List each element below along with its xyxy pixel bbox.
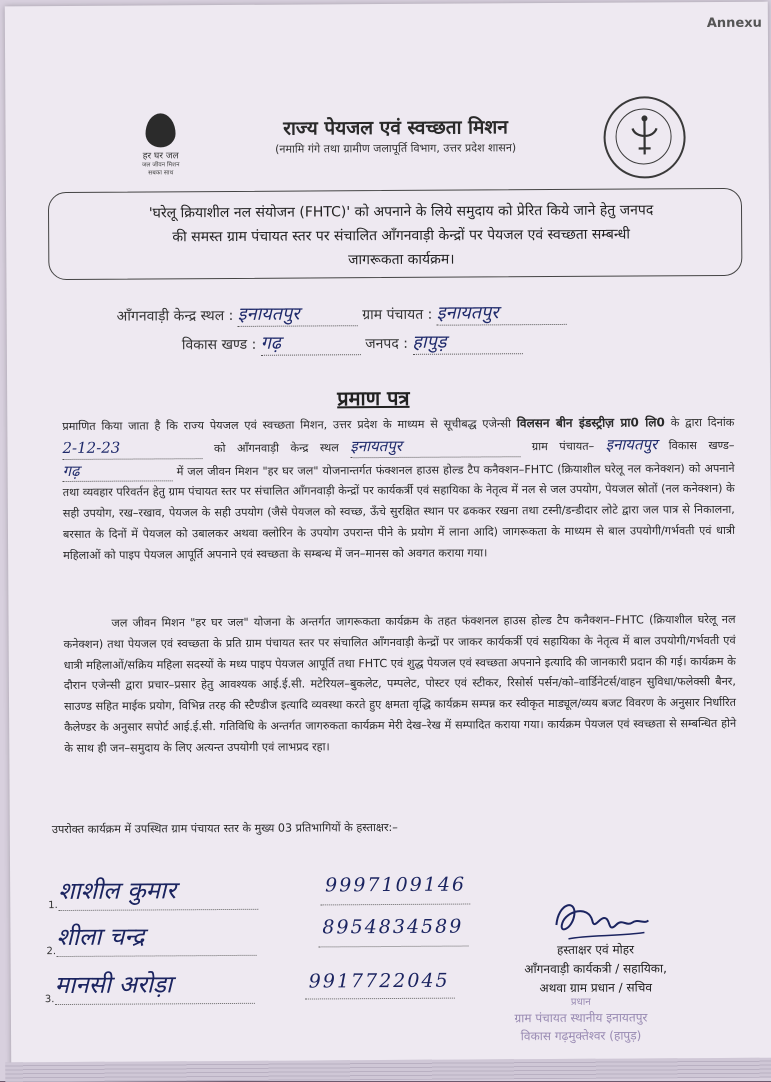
signatory-designation: आँगनवाड़ी कार्यकत्री / सहायिका, xyxy=(524,961,667,977)
para1-text: प्रमाणित किया जाता है कि राज्य पेयजल एवं स्वच्छता मिशन, उत्तर प्रदेश के माध्यम से सूचीबद्ध एजेन्सी xyxy=(62,417,512,433)
certificate-title: प्रमाण पत्र xyxy=(337,385,410,411)
certificate-paragraph-1 xyxy=(62,412,735,567)
participant-number: 3. xyxy=(44,994,55,1006)
participant-phone: 8954834589 xyxy=(322,915,464,939)
panchayat-stamp xyxy=(481,996,681,1045)
participant-number: 1. xyxy=(48,900,58,912)
banner-line: 'घरेलू क्रियाशील नल संयोजन (FHTC)' को अपनाने के लिये समुदाय को प्रेरित किये जाने हेतु जनपद xyxy=(148,202,654,222)
sign-and-seal-label: हस्ताक्षर एवं मोहर xyxy=(556,942,635,957)
para1-text: में जल जीवन मिशन "हर घर जल" योजनान्तर्गत फंक्शनल xyxy=(176,463,413,478)
up-government-emblem xyxy=(603,96,685,178)
water-drop-icon xyxy=(145,113,175,147)
para1-text: के द्वारा दिनांक xyxy=(670,415,735,430)
official-signature-scribble xyxy=(548,894,658,947)
gram-panchayat-label: ग्राम पंचायत : xyxy=(362,306,433,324)
stamp-line: विकास गढ़मुक्तेश्वर (हापुड़) xyxy=(520,1028,642,1044)
certificate-paragraph-2: जल जीवन मिशन "हर घर जल" योजना के अन्तर्गत जागरूकता कार्यक्रम के तहत फंक्शनल हाउस होल्ड टैप कनैक्शन–FHTC (क्रियाशील घरेलू नल कनेक्शन) तथा पेयजल एवं स्वच्छता के प्रति ग्राम पंचायत स्तर पर संचालित आँगनवाड़ी केन्द्रों पर जाकर कार्यकर्त्री एवं सहायिका के नेतृत्व में बाल उपयोगी/गर्भवती एवं धात्री महिलाओं/सक्रिय महिला सदस्यों के मध्य पाइप पेयजल आपूर्ति तथा FHTC एवं शुद्ध पेयजल एवं स्वच्छता अपनाने इत्यादि की जानकारी प्रदान की गई। कार्यक्रम के दौरान एजेन्सी द्वारा प्रचार–प्रसार हेतु आवश्यक आई.ई.सी. मटेरियल–बुकलेट, पम्पलेट, पोस्टर एवं स्टीकर, रिसोर्स पर्सन/को–वार्डिनेटर्स/वाहन सुविधा/फलेक्सी बैनर, साउण्ड सहित माईक प्रयोग, विभिन्न तरह की स्टैण्डीज इत्यादि व्यवस्था करते हुए क्षमता वृद्धि कार्यक्रम सम्पन्न कर स्वीकृत माड्यूल/व्यय बजट विवरण के अनुसार निर्धारित कैलेण्डर के अनुसार सपोर्ट आई.ई.सी. गतिविधि के अन्तर्गत जागरुकता कार्यक्रम मेरी देख–रेख में सम्पादित कराया गया। कार्यक्रम पेयजल एवं स्वच्छता से सम्बन्धित होने के साथ ही जन–समुदाय के लिए अत्यन्त उपयोगी एवं लाभप्रद रहा। xyxy=(63,612,737,755)
annexure-label: Annexu xyxy=(706,15,762,32)
stamp-line: ग्राम पंचायत स्थानीय इनायतपुर xyxy=(514,1010,648,1026)
agency-name: विलसन बीन इंडस्ट्रीज़ प्रा0 लि0 xyxy=(516,415,665,431)
signature-line xyxy=(58,909,258,911)
program-banner-text xyxy=(86,198,716,274)
centre-value: इनायतपुर xyxy=(237,303,300,325)
para1-text: विकास खण्ड– xyxy=(668,438,735,453)
signature-line xyxy=(57,955,257,957)
gram-panchayat-value: इनायतपुर xyxy=(436,302,499,324)
signature-line xyxy=(55,1003,255,1005)
village-name: इनायतपुर xyxy=(350,435,520,458)
para1-text: ग्राम xyxy=(531,439,548,453)
logo-subline-2: सबका साथ xyxy=(148,169,174,177)
participant-phone: 9997109146 xyxy=(325,873,467,897)
panchayat-name: इनायतपुर xyxy=(605,435,658,454)
mission-subtitle: (नमामि गंगे तथा ग्रामीण जलापूर्ति विभाग, उत्तर प्रदेश शासन) xyxy=(275,141,517,156)
logo-tagline: हर घर जल xyxy=(142,151,179,162)
banner-line: जागरूकता कार्यक्रम। xyxy=(348,251,455,269)
para1-text: पंचायत– xyxy=(559,439,595,453)
participant-signature: शाशील कुमार xyxy=(58,876,177,906)
logo-subline: जल जीवन मिशन xyxy=(141,161,180,169)
signature-block xyxy=(490,940,700,998)
participant-signature: शीला चन्द्र xyxy=(56,922,145,952)
phone-line xyxy=(319,946,469,948)
district-value: हापुड़ xyxy=(412,331,447,353)
har-ghar-jal-logo xyxy=(125,113,195,177)
signatory-designation-alt: अथवा ग्राम प्रधान / सचिव xyxy=(539,980,653,996)
block-name: गढ़ xyxy=(63,460,173,482)
stamp-title: प्रधान xyxy=(570,996,591,1008)
participant-phone: 9917722045 xyxy=(308,969,450,993)
block-value: गढ़ xyxy=(260,332,282,354)
document-page xyxy=(5,2,771,1069)
district-label: जनपद : xyxy=(365,335,408,353)
mission-title: राज्य पेयजल एवं स्वच्छता मिशन xyxy=(283,116,508,140)
program-date: 2-12-23 xyxy=(62,437,202,460)
phone-line xyxy=(320,904,470,906)
centre-field-row xyxy=(117,300,567,328)
participants-intro: उपरोक्त कार्यक्रम में उपस्थित ग्राम पंचायत स्तर के मुख्य 03 प्रतिभागियों के हस्ताक्षर:– xyxy=(51,820,398,837)
block-label: विकास खण्ड : xyxy=(181,336,257,354)
para1-text: हाउस होल्ड टैप कनैक्शन–FHTC (क्रियाशील घरेलू नल कनेक्शन) को अपनाने तथा व्यवहार परिवर्तन हेतु ग्राम पंचायत स्तर पर संचालित आँगनवाड़ी केन्द्रों पर कार्यकर्त्री एवं सहायिका के नेतृत्व में नल से जल उपयोग, पेयजल स्रोतों (नल कनेक्शन) के सही उपयोग, रख–रखाव, पेयजल के सही उपयोग (जैसे पेयजल को स्वच्छ, ऊँचे सुरक्षित स्थान पर ढककर रखना तथा टस्नी/डन्डीदार लोटे द्वारा जल पात्र से निकालना, बरसात के दिनों में पेयजल को उबालकर अथवा क्लोरिन के उपयोग उपरान्त पीने के प्रयोग में लाना आदि) जागरूकता के माध्यम से बाल उपयोगी/गर्भवती एवं धात्री महिलाओं को पाइप पेयजल आपूर्ति अपनाने एवं स्वच्छता के सम्बन्ध में जन–मानस को अवगत कराया गया। xyxy=(62,461,736,562)
block-field-row xyxy=(182,329,523,356)
phone-line xyxy=(305,998,455,1000)
emblem-icon xyxy=(605,98,683,176)
centre-label: आँगनवाड़ी केन्द्र स्थल : xyxy=(116,307,234,325)
para1-text: को आँगनवाड़ी केन्द्र स्थल xyxy=(213,441,339,455)
participant-signature: मानसी अरोड़ा xyxy=(54,970,173,1000)
participant-number: 2. xyxy=(46,946,57,958)
banner-line: की समस्त ग्राम पंचायत स्तर पर संचालित आँगनवाड़ी केन्द्रों पर पेयजल एवं स्वच्छता सम्बन्धी xyxy=(172,226,630,246)
